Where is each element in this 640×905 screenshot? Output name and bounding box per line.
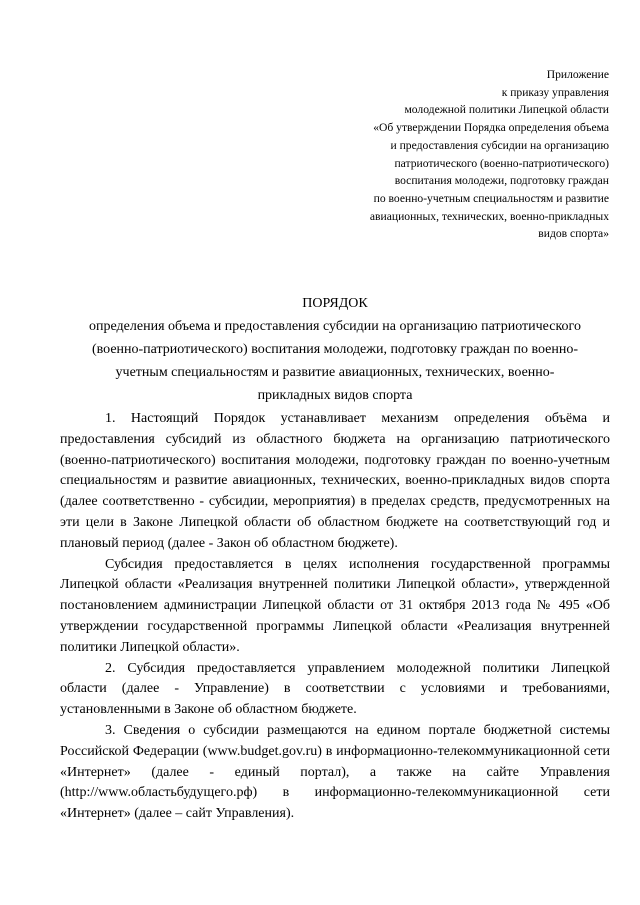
document-subtitle-line: прикладных видов спорта [257, 388, 413, 403]
paragraph-1: 1. Настоящий Порядок устанавливает механизм определения объёма и предоставления субсидий из областного бюджета на организацию патриотического (военно-патриотического) воспитания молодежи, подготовку граждан по военно-учетным специальностям и развитие авиационных, технических, военно-прикладных видов спорта (далее соответственно - субсидии, мероприятия) в пределах средств, предусмотренных на эти цели в Законе Липецкой области об областном бюджете на соответствующий год и плановый период (далее - Закон об областном бюджете). [60, 411, 610, 551]
appendix-line: молодежной политики Липецкой области [404, 103, 609, 117]
appendix-line: «Об утверждении Порядка определения объема [373, 121, 609, 135]
document-title-block [60, 292, 610, 407]
document-subtitle-line: (военно-патриотического) воспитания молодежи, подготовку граждан по военно- [91, 342, 579, 357]
appendix-line: авиационных, технических, военно-прикладных [369, 209, 609, 223]
appendix-line: Приложение [546, 68, 609, 81]
document-body [60, 409, 610, 825]
appendix-line: к приказу управления [501, 85, 609, 99]
document-subtitle-line: определения объема и предоставления субсидии на организацию патриотического [89, 319, 581, 334]
appendix-line: и предоставления субсидии на организацию [390, 138, 609, 152]
document-subtitle-line: учетным специальностям и развитие авиационных, технических, военно- [115, 365, 555, 380]
appendix-line: патриотического (военно-патриотического) [394, 156, 609, 170]
appendix-line: по военно-учетным специальностям и развитие [373, 191, 609, 205]
paragraph-subsidy-purpose: Субсидия предоставляется в целях исполнения государственной программы Липецкой области «Реализация внутренней политики Липецкой области», утвержденной постановлением администрации Липецкой области от 31 октября 2013 года № 495 «Об утверждении государственной программы Липецкой области «Реализация внутренней политики Липецкой области». [60, 556, 610, 655]
appendix-line: видов спорта» [538, 227, 609, 241]
paragraph-3: 3. Сведения о субсидии размещаются на едином портале бюджетной системы Российской Федерации (www.budget.gov.ru) в информационно-телекоммуникационной сети «Интернет» (далее - единый портал), а также на сайте Управления (http://www.областьбудущего.рф) в информационно-телекоммуникационной сети «Интернет» (далее – сайт Управления). [60, 722, 610, 822]
document-title: ПОРЯДОК [302, 296, 368, 311]
appendix-block [309, 66, 609, 243]
appendix-line: воспитания молодежи, подготовку граждан [394, 174, 609, 188]
paragraph-2: 2. Субсидия предоставляется управлением молодежной политики Липецкой области (далее - Управление) в соответствии с условиями и требованиями, установленными в Законе об областном бюджете. [60, 660, 610, 718]
